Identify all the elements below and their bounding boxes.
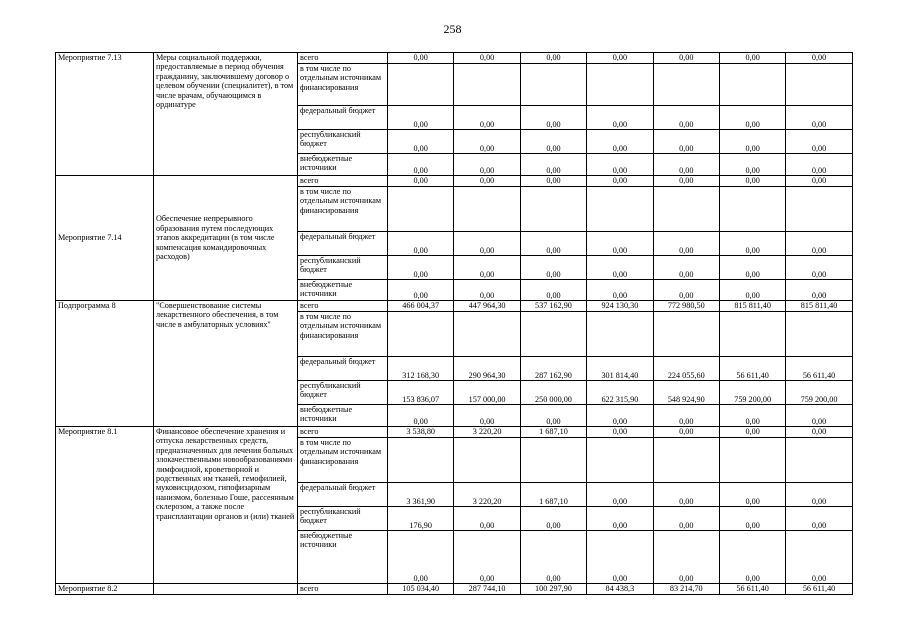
value-cell: 0,00 bbox=[786, 106, 852, 130]
program-code: Мероприятие 8.2 bbox=[56, 584, 154, 595]
value-cell: 0,00 bbox=[388, 280, 454, 301]
value-cell: 0,00 bbox=[388, 53, 454, 64]
value-cell: 0,00 bbox=[587, 405, 653, 427]
value-cell: 0,00 bbox=[653, 483, 719, 507]
value-cell: 0,00 bbox=[719, 154, 785, 176]
value-cell: 0,00 bbox=[587, 507, 653, 531]
funding-source-label: в том числе по отдельным источникам финансирования bbox=[298, 438, 388, 483]
value-cell: 0,00 bbox=[587, 232, 653, 256]
value-cell: 224 055,60 bbox=[653, 357, 719, 381]
funding-source-label: внебюджетные источники bbox=[298, 154, 388, 176]
funding-table bbox=[55, 52, 853, 595]
value-cell: 176,90 bbox=[388, 507, 454, 531]
value-cell: 0,00 bbox=[520, 154, 586, 176]
value-cell: 312 168,30 bbox=[388, 357, 454, 381]
value-cell: 0,00 bbox=[719, 130, 785, 154]
value-cell: 0,00 bbox=[388, 154, 454, 176]
value-cell: 0,00 bbox=[388, 256, 454, 280]
value-cell: 0,00 bbox=[388, 531, 454, 584]
value-cell bbox=[653, 187, 719, 232]
value-cell: 0,00 bbox=[454, 154, 520, 176]
value-cell: 0,00 bbox=[454, 507, 520, 531]
value-cell: 0,00 bbox=[587, 53, 653, 64]
funding-source-label: всего bbox=[298, 176, 388, 187]
value-cell: 0,00 bbox=[653, 232, 719, 256]
value-cell: 622 315,90 bbox=[587, 381, 653, 405]
table-row bbox=[56, 53, 853, 64]
value-cell: 3 538,80 bbox=[388, 427, 454, 438]
program-code: Мероприятие 7.14 bbox=[56, 176, 154, 301]
value-cell: 0,00 bbox=[587, 531, 653, 584]
value-cell: 0,00 bbox=[520, 507, 586, 531]
value-cell bbox=[719, 312, 785, 357]
value-cell: 0,00 bbox=[786, 531, 852, 584]
value-cell: 0,00 bbox=[587, 483, 653, 507]
value-cell: 0,00 bbox=[786, 427, 852, 438]
page-number: 258 bbox=[443, 22, 462, 36]
value-cell bbox=[520, 187, 586, 232]
value-cell: 924 130,30 bbox=[587, 301, 653, 312]
value-cell: 0,00 bbox=[520, 405, 586, 427]
program-name: Финансовое обеспечение хранения и отпуска лекарственных средств, предназначенных для лечения больных злокачественными новообразованиями лимфоидной, кроветворной и родственных им тканей, гемофилией, муковисцидозом, гипофизарным нанизмом, болезнью Гоше, рассеянным склерозом, а также после трансплантации органов и (или) тканей bbox=[154, 427, 298, 584]
value-cell bbox=[587, 312, 653, 357]
value-cell: 0,00 bbox=[786, 130, 852, 154]
value-cell: 0,00 bbox=[587, 176, 653, 187]
value-cell bbox=[786, 64, 852, 106]
value-cell: 0,00 bbox=[653, 106, 719, 130]
value-cell: 548 924,90 bbox=[653, 381, 719, 405]
funding-source-label: всего bbox=[298, 53, 388, 64]
value-cell: 56 611,40 bbox=[786, 584, 852, 595]
value-cell: 0,00 bbox=[719, 176, 785, 187]
funding-source-label: в том числе по отдельным источникам финансирования bbox=[298, 64, 388, 106]
value-cell: 447 964,30 bbox=[454, 301, 520, 312]
value-cell: 0,00 bbox=[587, 427, 653, 438]
value-cell: 0,00 bbox=[719, 507, 785, 531]
value-cell: 105 034,40 bbox=[388, 584, 454, 595]
value-cell: 0,00 bbox=[653, 507, 719, 531]
value-cell: 537 162,90 bbox=[520, 301, 586, 312]
value-cell: 0,00 bbox=[786, 507, 852, 531]
value-cell: 3 220,20 bbox=[454, 427, 520, 438]
value-cell: 0,00 bbox=[520, 130, 586, 154]
value-cell: 0,00 bbox=[388, 130, 454, 154]
funding-source-label: республиканский бюджет bbox=[298, 130, 388, 154]
value-cell bbox=[719, 438, 785, 483]
funding-source-label: внебюджетные источники bbox=[298, 531, 388, 584]
table-row bbox=[56, 427, 853, 438]
value-cell bbox=[454, 438, 520, 483]
value-cell: 0,00 bbox=[520, 176, 586, 187]
value-cell bbox=[454, 64, 520, 106]
value-cell bbox=[653, 64, 719, 106]
value-cell: 0,00 bbox=[786, 176, 852, 187]
value-cell: 0,00 bbox=[719, 53, 785, 64]
program-code: Мероприятие 7.13 bbox=[56, 53, 154, 176]
value-cell: 0,00 bbox=[454, 280, 520, 301]
value-cell: 250 000,00 bbox=[520, 381, 586, 405]
value-cell: 772 980,50 bbox=[653, 301, 719, 312]
value-cell: 0,00 bbox=[719, 280, 785, 301]
value-cell: 0,00 bbox=[388, 176, 454, 187]
funding-source-label: всего bbox=[298, 584, 388, 595]
value-cell: 0,00 bbox=[786, 53, 852, 64]
value-cell: 301 814,40 bbox=[587, 357, 653, 381]
value-cell: 0,00 bbox=[653, 154, 719, 176]
value-cell: 153 836,07 bbox=[388, 381, 454, 405]
value-cell: 0,00 bbox=[653, 256, 719, 280]
value-cell: 0,00 bbox=[587, 280, 653, 301]
value-cell: 0,00 bbox=[388, 405, 454, 427]
value-cell: 0,00 bbox=[653, 280, 719, 301]
value-cell: 0,00 bbox=[454, 176, 520, 187]
value-cell: 0,00 bbox=[388, 106, 454, 130]
value-cell: 56 611,40 bbox=[786, 357, 852, 381]
funding-source-label: всего bbox=[298, 427, 388, 438]
value-cell: 0,00 bbox=[454, 106, 520, 130]
value-cell bbox=[587, 64, 653, 106]
program-code: Мероприятие 8.1 bbox=[56, 427, 154, 584]
value-cell: 0,00 bbox=[653, 176, 719, 187]
table-row bbox=[56, 176, 853, 187]
funding-source-label: внебюджетные источники bbox=[298, 280, 388, 301]
value-cell: 0,00 bbox=[719, 232, 785, 256]
value-cell bbox=[520, 312, 586, 357]
value-cell bbox=[587, 438, 653, 483]
value-cell bbox=[719, 64, 785, 106]
value-cell: 0,00 bbox=[719, 106, 785, 130]
funding-source-label: федеральный бюджет bbox=[298, 106, 388, 130]
value-cell: 84 438,3 bbox=[587, 584, 653, 595]
value-cell: 0,00 bbox=[587, 154, 653, 176]
value-cell: 0,00 bbox=[719, 256, 785, 280]
value-cell: 0,00 bbox=[520, 280, 586, 301]
value-cell: 3 220,20 bbox=[454, 483, 520, 507]
value-cell: 0,00 bbox=[786, 405, 852, 427]
program-name: Меры социальной поддержки, предоставляемые в период обучения гражданину, заключившему договор о целевом обучении (специалитет), в том числе врачам, обучающимся в ординатуре bbox=[154, 53, 298, 176]
value-cell: 287 744,10 bbox=[454, 584, 520, 595]
funding-source-label: внебюджетные источники bbox=[298, 405, 388, 427]
value-cell: 0,00 bbox=[520, 531, 586, 584]
value-cell: 0,00 bbox=[454, 256, 520, 280]
value-cell bbox=[786, 312, 852, 357]
value-cell: 0,00 bbox=[520, 256, 586, 280]
value-cell: 0,00 bbox=[520, 53, 586, 64]
value-cell: 1 687,10 bbox=[520, 427, 586, 438]
value-cell: 466 004,37 bbox=[388, 301, 454, 312]
program-code: Подпрограмма 8 bbox=[56, 301, 154, 427]
value-cell bbox=[719, 187, 785, 232]
table-row bbox=[56, 301, 853, 312]
funding-source-label: всего bbox=[298, 301, 388, 312]
value-cell: 0,00 bbox=[719, 483, 785, 507]
program-name: Обеспечение непрерывного образования путем последующих этапов аккредитации (в том числе компенсация командировочных расходов) bbox=[154, 176, 298, 301]
value-cell: 0,00 bbox=[653, 427, 719, 438]
value-cell bbox=[653, 312, 719, 357]
funding-source-label: республиканский бюджет bbox=[298, 381, 388, 405]
value-cell bbox=[786, 438, 852, 483]
value-cell: 0,00 bbox=[520, 232, 586, 256]
value-cell: 290 964,30 bbox=[454, 357, 520, 381]
value-cell: 0,00 bbox=[653, 405, 719, 427]
value-cell: 0,00 bbox=[454, 130, 520, 154]
value-cell: 0,00 bbox=[719, 405, 785, 427]
program-name: "Совершенствование системы лекарственного обеспечения, в том числе в амбулаторных условиях" bbox=[154, 301, 298, 427]
value-cell: 0,00 bbox=[653, 531, 719, 584]
value-cell bbox=[454, 187, 520, 232]
table-row bbox=[56, 584, 853, 595]
value-cell: 0,00 bbox=[587, 130, 653, 154]
value-cell: 0,00 bbox=[653, 53, 719, 64]
value-cell: 0,00 bbox=[454, 232, 520, 256]
value-cell: 56 611,40 bbox=[719, 584, 785, 595]
value-cell bbox=[388, 187, 454, 232]
value-cell: 3 361,90 bbox=[388, 483, 454, 507]
value-cell: 0,00 bbox=[786, 483, 852, 507]
value-cell: 0,00 bbox=[786, 232, 852, 256]
value-cell: 0,00 bbox=[719, 427, 785, 438]
value-cell bbox=[388, 64, 454, 106]
value-cell: 0,00 bbox=[587, 256, 653, 280]
value-cell: 0,00 bbox=[653, 130, 719, 154]
value-cell: 815 811,40 bbox=[786, 301, 852, 312]
funding-source-label: в том числе по отдельным источникам финансирования bbox=[298, 187, 388, 232]
funding-source-label: федеральный бюджет bbox=[298, 232, 388, 256]
value-cell bbox=[520, 438, 586, 483]
value-cell: 157 000,00 bbox=[454, 381, 520, 405]
funding-source-label: федеральный бюджет bbox=[298, 357, 388, 381]
value-cell: 815 811,40 bbox=[719, 301, 785, 312]
value-cell: 0,00 bbox=[587, 106, 653, 130]
value-cell: 759 200,00 bbox=[786, 381, 852, 405]
value-cell: 0,00 bbox=[786, 256, 852, 280]
value-cell: 287 162,90 bbox=[520, 357, 586, 381]
value-cell bbox=[786, 187, 852, 232]
value-cell: 0,00 bbox=[454, 53, 520, 64]
value-cell: 0,00 bbox=[388, 232, 454, 256]
value-cell bbox=[587, 187, 653, 232]
value-cell: 56 611,40 bbox=[719, 357, 785, 381]
value-cell: 0,00 bbox=[454, 531, 520, 584]
value-cell: 759 200,00 bbox=[719, 381, 785, 405]
value-cell bbox=[454, 312, 520, 357]
value-cell: 100 297,90 bbox=[520, 584, 586, 595]
value-cell: 1 687,10 bbox=[520, 483, 586, 507]
value-cell: 0,00 bbox=[719, 531, 785, 584]
value-cell bbox=[388, 312, 454, 357]
value-cell: 0,00 bbox=[520, 106, 586, 130]
funding-source-label: республиканский бюджет bbox=[298, 507, 388, 531]
funding-source-label: в том числе по отдельным источникам финансирования bbox=[298, 312, 388, 357]
value-cell: 0,00 bbox=[454, 405, 520, 427]
program-name bbox=[154, 584, 298, 595]
funding-source-label: федеральный бюджет bbox=[298, 483, 388, 507]
value-cell bbox=[653, 438, 719, 483]
value-cell bbox=[388, 438, 454, 483]
value-cell: 0,00 bbox=[786, 280, 852, 301]
value-cell: 0,00 bbox=[786, 154, 852, 176]
value-cell bbox=[520, 64, 586, 106]
funding-source-label: республиканский бюджет bbox=[298, 256, 388, 280]
value-cell: 83 214,70 bbox=[653, 584, 719, 595]
